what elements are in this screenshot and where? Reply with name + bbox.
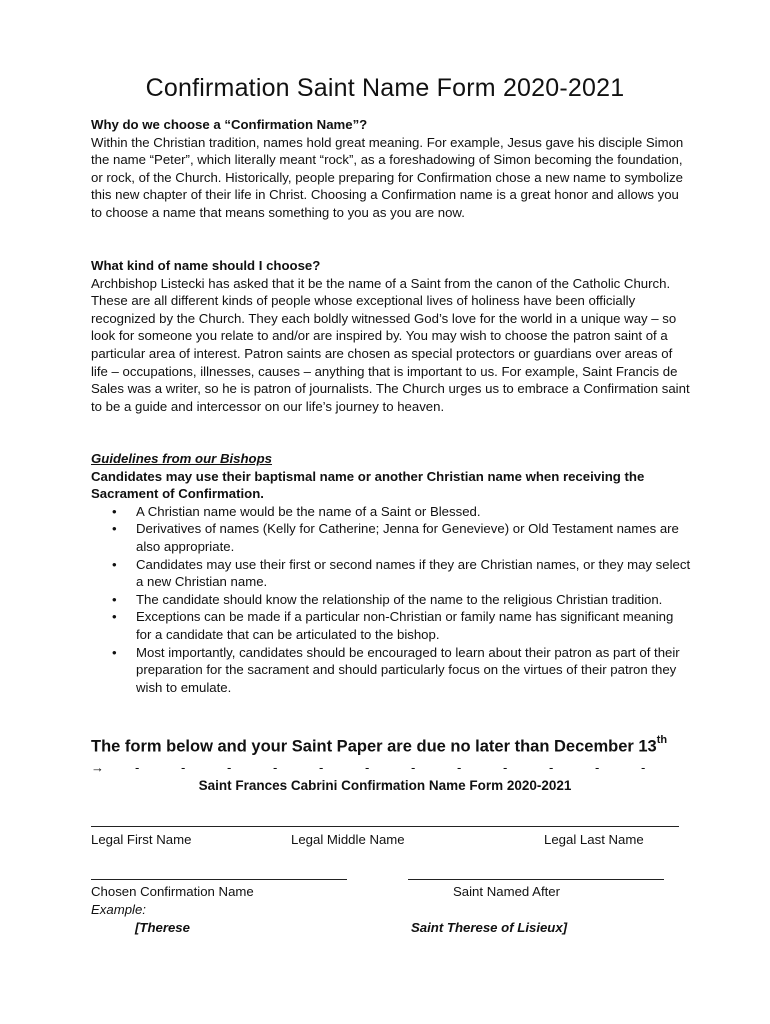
example-saint: Saint Therese of Lisieux] xyxy=(411,920,568,935)
dash: - xyxy=(319,760,324,775)
dash: - xyxy=(135,760,140,775)
list-item-text: Derivatives of names (Kelly for Catherine; Jenna for Genevieve) or Old Testament names are also appropriate. xyxy=(136,521,679,554)
list-item xyxy=(91,644,691,697)
bullet-icon: • xyxy=(112,521,117,537)
bullet-icon: • xyxy=(112,556,117,572)
bullet-icon: • xyxy=(112,644,117,660)
bullet-icon: • xyxy=(112,591,117,607)
list-item xyxy=(91,591,691,609)
dash: - xyxy=(641,760,646,775)
arrow-right-icon: → xyxy=(91,760,104,775)
dash: - xyxy=(227,760,232,775)
section-heading: Why do we choose a “Confirmation Name”? xyxy=(91,117,368,132)
legal-middle-name-label: Legal Middle Name xyxy=(291,832,405,847)
due-text: The form below and your Saint Paper are due no later than December 13 xyxy=(91,737,657,756)
chosen-name-line[interactable] xyxy=(91,879,347,880)
bullet-icon: • xyxy=(112,503,117,519)
dash: - xyxy=(503,760,508,775)
due-suffix: th xyxy=(656,734,668,746)
guidelines-title: Guidelines from our Bishops xyxy=(91,451,272,466)
section-body: Within the Christian tradition, names hold great meaning. For example, Jesus gave his disciple Simon the name “Peter”, which literally meant “rock”, as a foreshadowing of Simon becoming the foundation, or rock, of the Church. Historically, people preparing for Confirmation chose a new name to symbolize this new chapter of their life in Christ. Choosing a Confirmation name is a great honor and allows you to choose a name that means something to you as you are now. xyxy=(91,134,684,220)
legal-last-name-label: Legal Last Name xyxy=(544,832,644,847)
list-item-text: The candidate should know the relationship of the name to the religious Christian tradition. xyxy=(136,591,663,607)
guidelines-list xyxy=(91,503,691,697)
page-title: Confirmation Saint Name Form 2020-2021 xyxy=(145,74,625,102)
dash: - xyxy=(365,760,370,775)
dash: - xyxy=(411,760,416,775)
example-label: Example: xyxy=(91,902,146,917)
chosen-name-label: Chosen Confirmation Name xyxy=(91,884,254,899)
dash: - xyxy=(457,760,462,775)
list-item-text: A Christian name would be the name of a Saint or Blessed. xyxy=(136,503,481,519)
list-item-text: Candidates may use their first or second names if they are Christian names, or they may select a new Christian name. xyxy=(136,556,691,590)
list-item xyxy=(91,556,691,591)
saint-named-after-label: Saint Named After xyxy=(453,884,561,899)
section-why-choose xyxy=(91,116,691,222)
list-item-text: Exceptions can be made if a particular non-Christian or family name has significant meaning for a candidate that can be articulated to the bishop. xyxy=(136,609,674,642)
legal-name-line[interactable] xyxy=(91,826,679,827)
section-heading: What kind of name should I choose? xyxy=(91,258,321,273)
saint-named-after-line[interactable] xyxy=(408,879,664,880)
due-date-notice xyxy=(91,736,667,757)
dash: - xyxy=(181,760,186,775)
list-item xyxy=(91,520,691,555)
list-item-text: Most importantly, candidates should be encouraged to learn about their patron as part of their preparation for the sacrament and should particularly focus on the virtues of their patron they wish to emulate. xyxy=(136,644,680,695)
bullet-icon: • xyxy=(112,609,117,625)
example-name: [Therese xyxy=(135,920,190,935)
section-body: Archbishop Listecki has asked that it be the name of a Saint from the canon of the Catholic Church. These are all different kinds of people whose exceptional lives of holiness have been officially recognized by the Church. They each boldly witnessed God’s love for the world in a unique way – so look for someone you relate to and/or are inspired by. You may wish to choose the patron saint of a particular area of interest. Patron saints are chosen as special protectors or guardians over areas of life – occupations, illnesses, causes – anything that is important to us. For example, Saint Francis de Sales was a writer, so he is patron of journalists. The Church urges us to embrace a Confirmation saint to be a guide and intercessor on our life’s journey to heaven. xyxy=(91,275,690,414)
guidelines-lead: Candidates may use their baptismal name or another Christian name when receiving the Sacrament of Confirmation. xyxy=(91,468,645,502)
list-item xyxy=(91,503,691,521)
legal-first-name-label: Legal First Name xyxy=(91,832,192,847)
dash: - xyxy=(595,760,600,775)
form-title: Saint Frances Cabrini Confirmation Name Form 2020-2021 xyxy=(198,778,572,793)
dash: - xyxy=(273,760,278,775)
guidelines-section xyxy=(91,450,691,696)
list-item xyxy=(91,608,691,643)
dash: - xyxy=(549,760,554,775)
section-what-kind xyxy=(91,257,691,415)
